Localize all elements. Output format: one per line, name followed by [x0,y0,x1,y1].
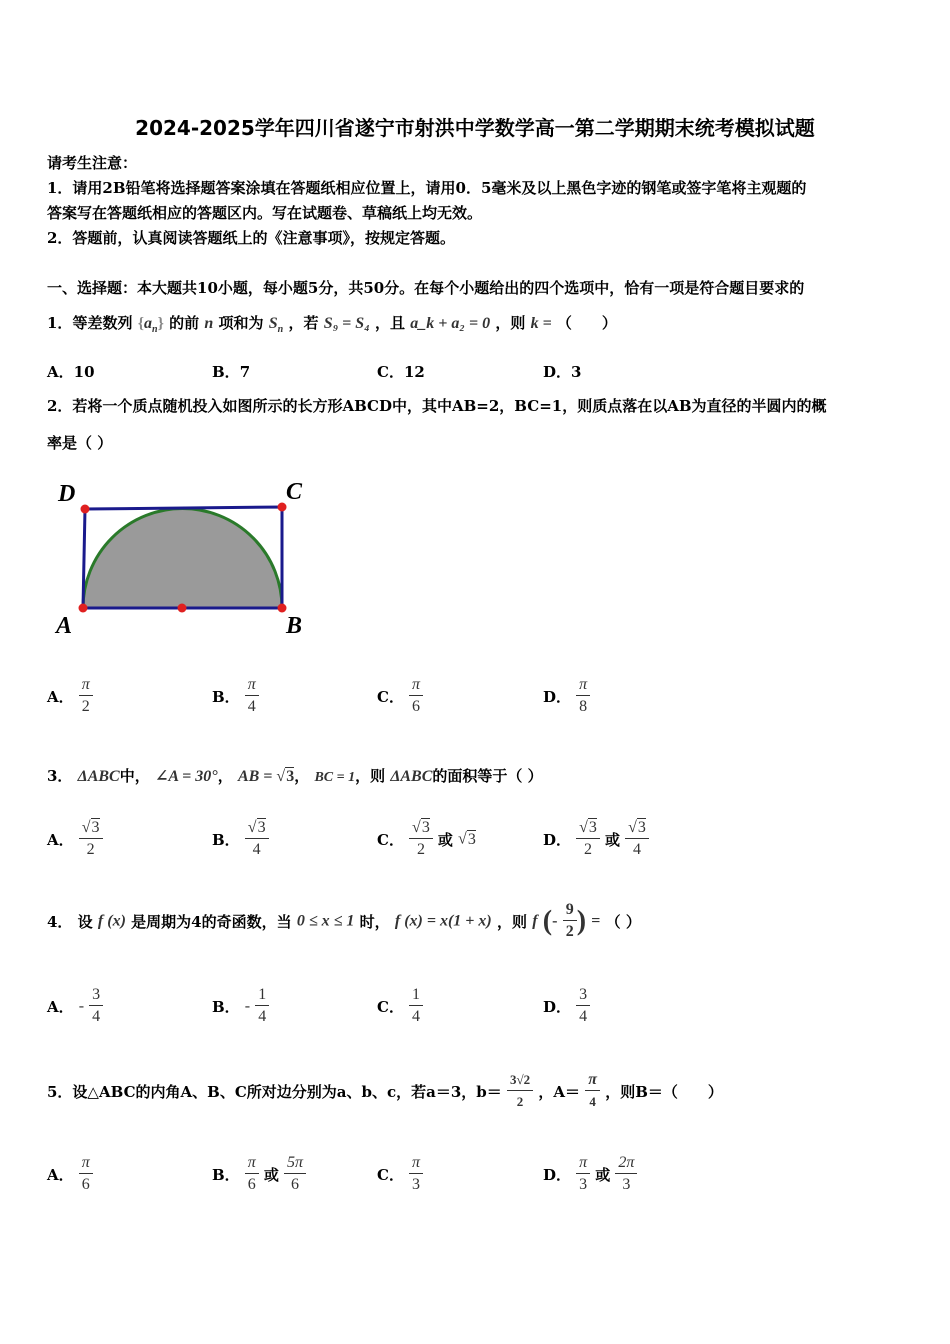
notice-heading: 请考生注意： [47,154,138,172]
point-a [79,604,88,613]
q1-option-a[interactable]: A．10 [47,363,95,381]
notice-line2: 2．答题前，认真阅读答题纸上的《注意事项》，按规定答题。 [47,229,455,247]
condition-s9-s4: S₉ = S₄ [323,315,370,332]
semicircle-region [83,509,282,609]
point-midpoint [178,604,187,613]
q3-option-d[interactable]: D． $\frac{√3}{2}$ 或 $\frac{√3}{4}$ [543,818,649,861]
label-a: A [56,613,73,639]
q2-option-c[interactable]: C． $\frac{\pi}{6}$ [377,675,423,718]
label-d: D [58,481,76,507]
question-3: 3． ΔABC中， ∠A = 30°， AB = √3， BC = 1，则 ΔABC的面积等于（ ） [47,767,543,785]
q2-option-d[interactable]: D． $\frac{\pi}{8}$ [543,675,590,718]
q5-option-b[interactable]: B． $\frac{\pi}{6}$ 或 $\frac{5\pi}{6}$ [212,1153,306,1196]
question-4: 4． 设 f (x) 是周期为4的奇函数，当 0 ≤ x ≤ 1 时， f (x) = x(1 + x) ，则 f (- $\frac{9}{2}$ ) = （ ） [47,901,641,940]
label-b: B [286,613,303,639]
section-heading: 一、选择题：本大题共10小题，每小题5分，共50分。在每个小题给出的四个选项中，恰有一项是符合题目要求的 [47,279,805,297]
question-2-line1: 2．若将一个质点随机投入如图所示的长方形ABCD中，其中AB=2，BC=1，则质点落在以AB为直径的半圆内的概 [47,397,827,415]
q1-option-c[interactable]: C．12 [377,363,425,381]
q3-option-c[interactable]: C． $\frac{√3}{2}$ 或 √3 [377,819,476,858]
q5-option-a[interactable]: A． $\frac{\pi}{6}$ [47,1153,93,1196]
q2-option-a[interactable]: A． $\frac{\pi}{2}$ [47,675,93,718]
rectangle-semicircle-figure [50,475,320,645]
q3-option-b[interactable]: B． $\frac{√3}{4}$ [212,818,269,861]
q4-option-d[interactable]: D． $\frac{3}{4}$ [543,985,590,1028]
question-1: 1．等差数列 $\{a_n\}$ 的前 n 项和为 $S_n$ ，若 S₉ = S₄ ，且 a_k + a₂ = 0 ，则 k = （ ） [47,314,617,335]
label-c: C [286,479,303,505]
q3-option-a[interactable]: A． $\frac{√3}{2}$ [47,818,103,861]
q4-option-a[interactable]: A． - $\frac{3}{4}$ [47,985,103,1028]
page-title: 2024-2025学年四川省遂宁市射洪中学数学高一第二学期期末统考模拟试题 [135,116,815,140]
q2-option-b[interactable]: B． $\frac{\pi}{4}$ [212,675,259,718]
notice-line1a: 1．请用2B铅笔将选择题答案涂填在答题纸相应位置上，请用0．5毫米及以上黑色字迹的钢笔或签字笔将主观题的 [47,179,807,197]
point-b [278,604,287,613]
q4-option-b[interactable]: B． - $\frac{1}{4}$ [212,985,269,1028]
q1-option-d[interactable]: D．3 [543,363,582,381]
question-5: 5．设△ABC的内角A、B、C所对边分别为a、b、c，若a＝3，b＝ $\frac{3√2}{2}$ ，A＝ $\frac{\pi}{4}$ ，则B＝（ ） [47,1071,723,1109]
q4-option-c[interactable]: C． $\frac{1}{4}$ [377,985,423,1028]
condition-ak-a2: a_k + a₂ = 0 [410,315,491,332]
point-d [81,505,90,514]
seq-symbol: a [144,315,152,332]
q5-option-c[interactable]: C． $\frac{\pi}{3}$ [377,1153,423,1196]
notice-line1b: 答案写在答题纸相应的答题区内。写在试题卷、草稿纸上均无效。 [47,204,483,222]
q1-option-b[interactable]: B．7 [212,363,251,381]
question-2-line2: 率是（ ） [47,434,113,452]
q5-option-d[interactable]: D． $\frac{\pi}{3}$ 或 $\frac{2\pi}{3}$ [543,1153,637,1196]
